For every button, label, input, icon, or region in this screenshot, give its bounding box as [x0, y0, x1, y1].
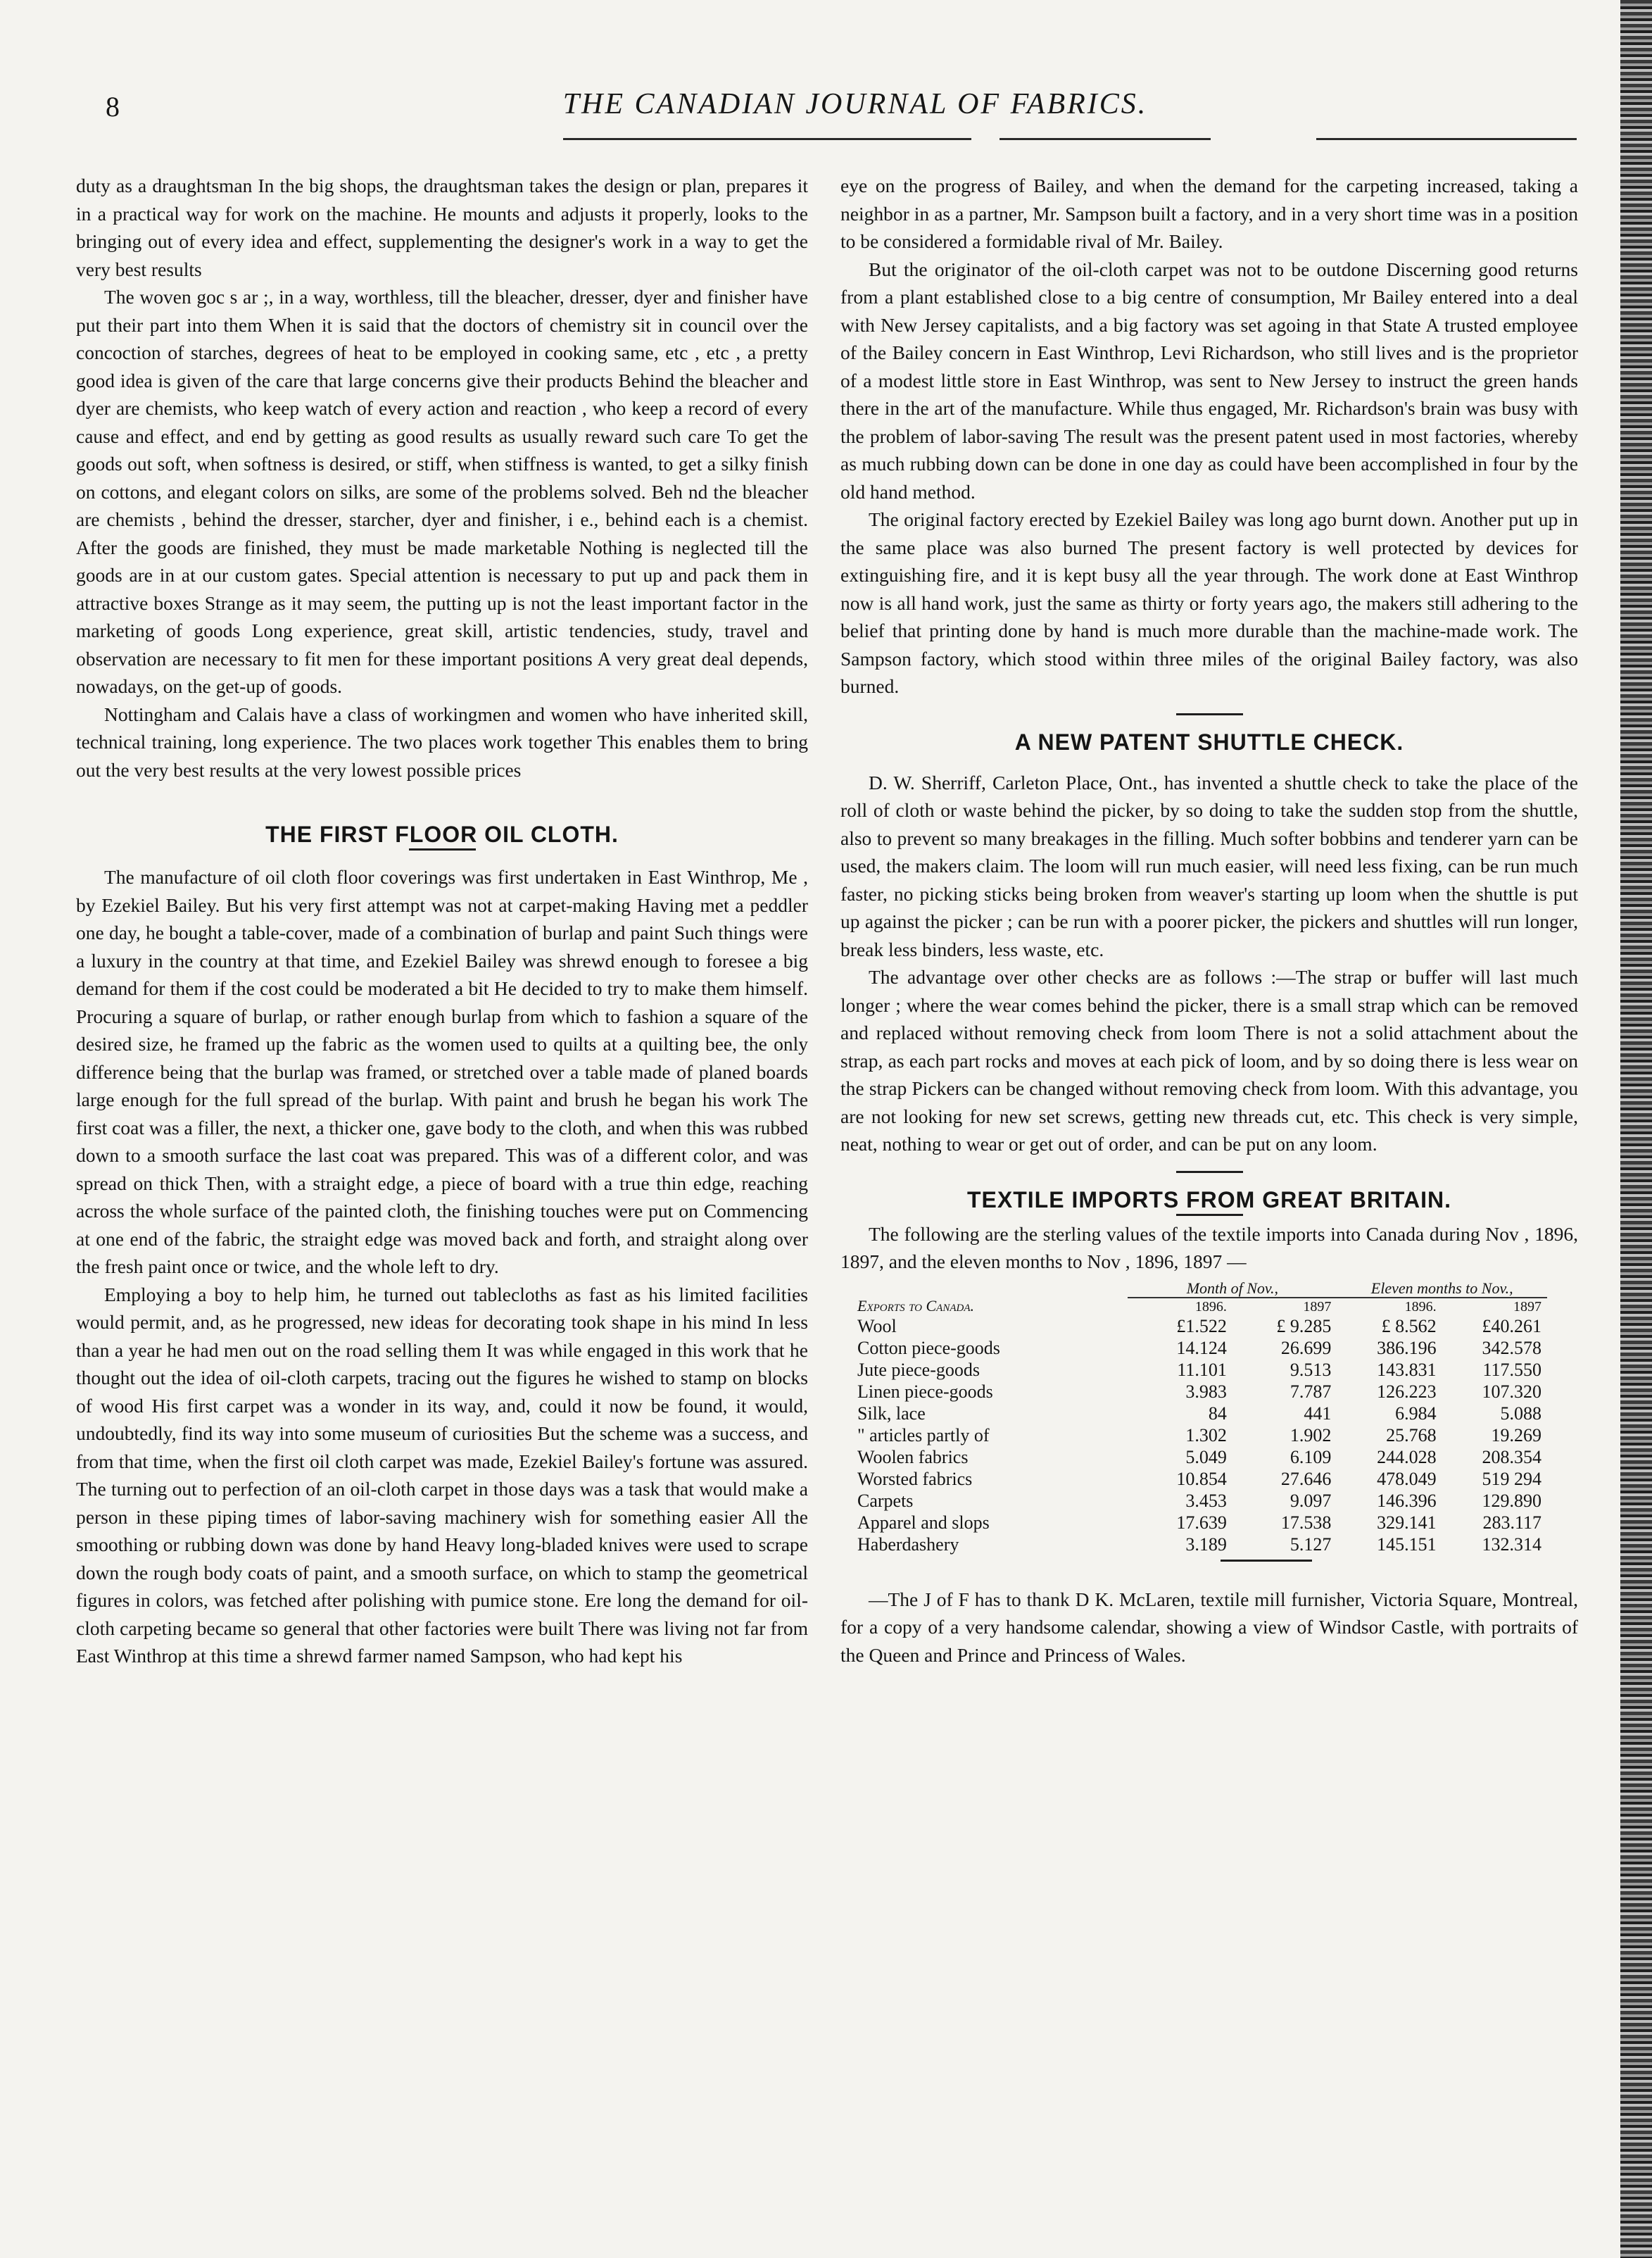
table-row-label: Worsted fabrics [857, 1468, 973, 1489]
table-cell: 10.854 [1176, 1468, 1227, 1489]
table-group-header: Month of Nov., [1128, 1280, 1337, 1298]
table-row-header: Exports to Canada. [857, 1297, 975, 1315]
body-paragraph: Nottingham and Calais have a class of workingmen and women who have inherited skill, technical training, long experience. The two places work together This enables them to bring out the very best results at the very lowest possible prices [76, 703, 808, 781]
table-cell: £40.261 [1482, 1315, 1541, 1336]
table-cell: 11.101 [1177, 1359, 1227, 1380]
table-cell: 9.513 [1290, 1359, 1332, 1380]
table-row [857, 1403, 1547, 1424]
table-row-label: Carpets [857, 1490, 914, 1511]
table-column-header: 1896. [1404, 1298, 1437, 1315]
table-group-header: Eleven months to Nov., [1337, 1280, 1547, 1298]
table-row [857, 1381, 1547, 1403]
table-cell: 17.639 [1176, 1512, 1227, 1533]
table-cell: 478.049 [1377, 1468, 1437, 1489]
table-cell: 3.453 [1185, 1490, 1227, 1511]
table-row [857, 1424, 1547, 1446]
table-cell: 7.787 [1290, 1381, 1332, 1402]
table-row-label: Cotton piece-goods [857, 1337, 1000, 1358]
table-row [857, 1315, 1547, 1337]
table-row-label: Silk, lace [857, 1403, 926, 1424]
table-cell: 107.320 [1482, 1381, 1541, 1402]
table-cell: 84 [1208, 1403, 1227, 1424]
body-paragraph: eye on the progress of Bailey, and when the demand for the carpeting increased, taking a neighbor in as a partner, Mr. Sampson built a factory, and in a very short time was in a position to be considered a formidable rival of Mr. Bailey. [840, 175, 1578, 252]
table-row-label: Jute piece-goods [857, 1359, 981, 1380]
body-paragraph: duty as a draughtsman In the big shops, the draughtsman takes the design or plan, prepares it in a practical way for work on the machine. He mounts and adjusts it properly, looks to the bringing out of every idea and effect, supplementing the designer's work in a way to get the very best results [76, 175, 808, 280]
table-cell: 6.984 [1395, 1403, 1437, 1424]
journal-title: THE CANADIAN JOURNAL OF FABRICS. [562, 88, 1148, 120]
table-cell: 117.550 [1482, 1359, 1541, 1380]
table-cell: 27.646 [1280, 1468, 1332, 1489]
table-cell: 5.088 [1500, 1403, 1541, 1424]
left-column [76, 172, 808, 1670]
body-paragraph: D. W. Sherriff, Carleton Place, Ont., has invented a shuttle check to take the place of the roll of cloth or waste behind the picker, by so doing to take the sudden stop from the shuttle, also to prevent so many breakages in the filling. Much softer bobbins and tenderer yarn can be used, the makers claim. The loom will run much easier, will need less fixing, can be run much faster, no picking sticks being broken from weaver's starting up loom when the shuttle is put up against the picker ; can be run with a poorer picker, the pickers and shuttles will run longer, break less binders, less waste, etc. [840, 771, 1578, 960]
table-column-header: 1897 [1513, 1298, 1541, 1315]
table-row [857, 1446, 1547, 1468]
article-heading: A NEW PATENT SHUTTLE CHECK. [1014, 729, 1404, 755]
table-row [857, 1337, 1547, 1359]
table-cell: 329.141 [1377, 1512, 1437, 1533]
page-number: 8 [106, 91, 120, 123]
table-cell: 519 294 [1482, 1468, 1541, 1489]
table-row [857, 1512, 1547, 1533]
table-cell: 129.890 [1482, 1490, 1541, 1511]
closing-note: —The J of F has to thank D K. McLaren, textile mill furnisher, Victoria Square, Montreal, for a copy of a very handsome calendar, showing a view of Windsor Castle, with portraits of the Queen and Prince and Princess of Wales. [840, 1588, 1578, 1666]
table-row [857, 1359, 1547, 1381]
table-cell: 26.699 [1280, 1337, 1332, 1358]
table-cell: 14.124 [1176, 1337, 1227, 1358]
table-cell: 143.831 [1377, 1359, 1437, 1380]
table-cell: 208.354 [1482, 1446, 1541, 1467]
table-row [857, 1468, 1547, 1490]
table-row-label: " articles partly of [857, 1424, 990, 1445]
table-cell: £1.522 [1176, 1315, 1227, 1336]
body-paragraph: But the originator of the oil-cloth carpet was not to be outdone Discerning good returns from a plant established close to a big centre of consumption, Mr Bailey entered into a deal with New Jersey capitalists, and a big factory was set agoing in that State A trusted employee of the Bailey concern in East Winthrop, Levi Richardson, who still lives and is the proprietor of a modest little store in East Winthrop, was sent to New Jersey to instruct the green hands there in the art of the manufacture. While thus engaged, Mr. Richardson's brain was busy with the problem of labor-saving The result was the present patent used in most factories, whereby as much rubbing down can be done in one day as could have been accomplished in four by the old hand method. [840, 258, 1578, 503]
table-cell: 9.097 [1290, 1490, 1332, 1511]
body-paragraph: The original factory erected by Ezekiel Bailey was long ago burnt down. Another put up in the same place was also burned The present factory is well protected by devices for extinguishing fire, and it is kept busy all the year through. The work done at East Winthrop now is all hand work, just the same as thirty or forty years ago, the makers still adhering to the belief that printing done by hand is much more durable than the machine-made work. The Sampson factory, which stood within three miles of the original Bailey factory, was also burned. [840, 508, 1578, 697]
table-cell: 3.983 [1185, 1381, 1227, 1402]
header-rule [563, 138, 971, 140]
table-row-label: Haberdashery [857, 1533, 959, 1555]
article-heading: THE FIRST FLOOR OIL CLOTH. [265, 822, 619, 847]
table-column-header: 1897 [1303, 1298, 1332, 1315]
page-binding-edge [1620, 0, 1652, 2258]
table-cell: 1.302 [1185, 1424, 1227, 1445]
header-rule [1000, 138, 1211, 140]
table-cell: 283.117 [1482, 1512, 1541, 1533]
table-cell: 25.768 [1386, 1424, 1437, 1445]
table-cell: 17.538 [1280, 1512, 1332, 1533]
body-paragraph: Employing a boy to help him, he turned out tablecloths as fast as his limited facilities would permit, and, as he progressed, new ideas for decorating took shape in his mind In less than a year he had men out on the road selling them It was while engaged in this work that he thought out the idea of oil-cloth carpets, tracing out the figures he wished to stamp on blocks of wood His first carpet was a wonder in its way, and, could it now be found, it would, undoubtedly, find its way into some museum of curiosities But the scheme was a success, and from that time, when the first oil cloth carpet was made, Ezekiel Bailey's fortune was assured. The turning out to perfection of an oil-cloth carpet in those days was a task that would make a person in these piping times of labor-saving machinery wish for something easier All the smoothing or rubbing down was done by hand Heavy long-bladed knives were used to scrape down the rough body coats of paint, and a smooth surface, on which to stamp the geometrical figures in colors, was fetched after polishing with pumice stone. Ere long the demand for oil-cloth carpeting became so general that other factories were built There was living not far from East Winthrop at this time a shrewd farmer named Sampson, who had kept his [76, 1283, 808, 1667]
table-column-header: 1896. [1194, 1298, 1227, 1315]
table-cell: 3.189 [1185, 1533, 1227, 1555]
table-cell: 441 [1304, 1403, 1332, 1424]
body-paragraph: The woven goc s ar ;, in a way, worthless, till the bleacher, dresser, dyer and finisher have put their part into them When it is said that the doctors of chemistry sit in council over the concoction of starches, degrees of heat to be employed in cooking same, etc , etc , a pretty good idea is given of the care that large concerns give their products Behind the bleacher and dyer are chemists, who keep watch of every action and reaction , who keep a record of every cause and effect, and end by getting as good results as usually reward such care To get the goods out soft, when softness is desired, or stiff, when stiffness is wanted, to get a silky finish on cottons, and elegant colors on silks, are some of the problems solved. Beh nd the bleacher are chemists , behind the dresser, starcher, dyer and finisher, i e., behind each is a chemist. After the goods are finished, they must be made marketable Nothing is neglected till the goods are in at our custom gates. Special attention is necessary to put up and pack them in attractive boxes Strange as it may seem, the putting up is not the least important factor in the marketing of goods Long experience, great skill, artistic tendencies, study, travel and observation are necessary to fit men for these important positions A very great deal depends, nowadays, on the get-up of goods. [76, 286, 808, 697]
table-cell: 132.314 [1482, 1533, 1541, 1555]
table-cell: 145.151 [1377, 1533, 1437, 1555]
table-row-label: Woolen fabrics [857, 1446, 969, 1467]
table-row [857, 1533, 1547, 1555]
imports-table [857, 1280, 1547, 1555]
table-cell: 5.127 [1290, 1533, 1332, 1555]
body-paragraph: The following are the sterling values of the textile imports into Canada during Nov , 1896, 1897, and the eleven months to Nov , 1896, 1897 — [840, 1222, 1578, 1272]
table-row [857, 1490, 1547, 1512]
body-paragraph: The manufacture of oil cloth floor coverings was first undertaken in East Winthrop, Me , by Ezekiel Bailey. But his very first attempt was not at carpet-making Having met a peddler one day, he bought a table-cover, made of a combination of burlap and paint Such things were a luxury in the country at that time, and Ezekiel Bailey was shrewd enough to foresee a big demand for them if the cost could be moderated a bit He decided to try to make them himself. Procuring a square of burlap, or rather enough burlap from which to fashion a square of the desired size, he framed up the fabric as the women used to quilts at a quilting bee, the only difference being that the burlap was framed, or stretched over a table made of planed boards large enough for the full spread of the burlap. With paint and brush he began his work The first coat was a filler, the next, a thicker one, gave body to the cloth, and when this was rubbed down to a smooth surface the last coat was prepared. This was of a different color, and was spread on thick Then, with a straight edge, a piece of board with a true thin edge, reaching across the whole surface of the painted cloth, the finishing touches were put on Commencing at one end of the fabric, the straight edge was moved back and forth, and straight along over the fresh paint once or twice, and the whole left to dry. [76, 866, 808, 1277]
table-cell: 342.578 [1482, 1337, 1541, 1358]
right-column [840, 172, 1578, 1669]
table-row-label: Apparel and slops [857, 1512, 990, 1533]
body-paragraph: The advantage over other checks are as follows :—The strap or buffer will last much longer ; where the wear comes behind the picker, there is a small strap which can be removed and replaced without removing check from loom There is not a solid attachment about the strap, as each part rocks and moves at each pick of loom, and by so doing there is less wear on the strap Pickers can be changed without removing check from loom. With this advantage, you are not looking for new set screws, getting new threads cut, etc. This check is very simple, neat, nothing to wear or get out of order, and can be put on any loom. [840, 966, 1578, 1155]
table-row-label: Linen piece-goods [857, 1381, 993, 1402]
table-cell: 244.028 [1377, 1446, 1437, 1467]
table-cell: 386.196 [1377, 1337, 1437, 1358]
table-row-label: Wool [857, 1315, 897, 1336]
table-cell: 5.049 [1185, 1446, 1227, 1467]
table-cell: £ 9.285 [1276, 1315, 1332, 1336]
table-cell: 6.109 [1290, 1446, 1332, 1467]
table-cell: 146.396 [1377, 1490, 1437, 1511]
table-cell: 1.902 [1290, 1424, 1332, 1445]
article-heading: TEXTILE IMPORTS FROM GREAT BRITAIN. [966, 1186, 1451, 1212]
table-cell: £ 8.562 [1381, 1315, 1437, 1336]
table-cell: 19.269 [1491, 1424, 1541, 1445]
table-cell: 126.223 [1377, 1381, 1437, 1402]
header-rule [1316, 138, 1577, 140]
